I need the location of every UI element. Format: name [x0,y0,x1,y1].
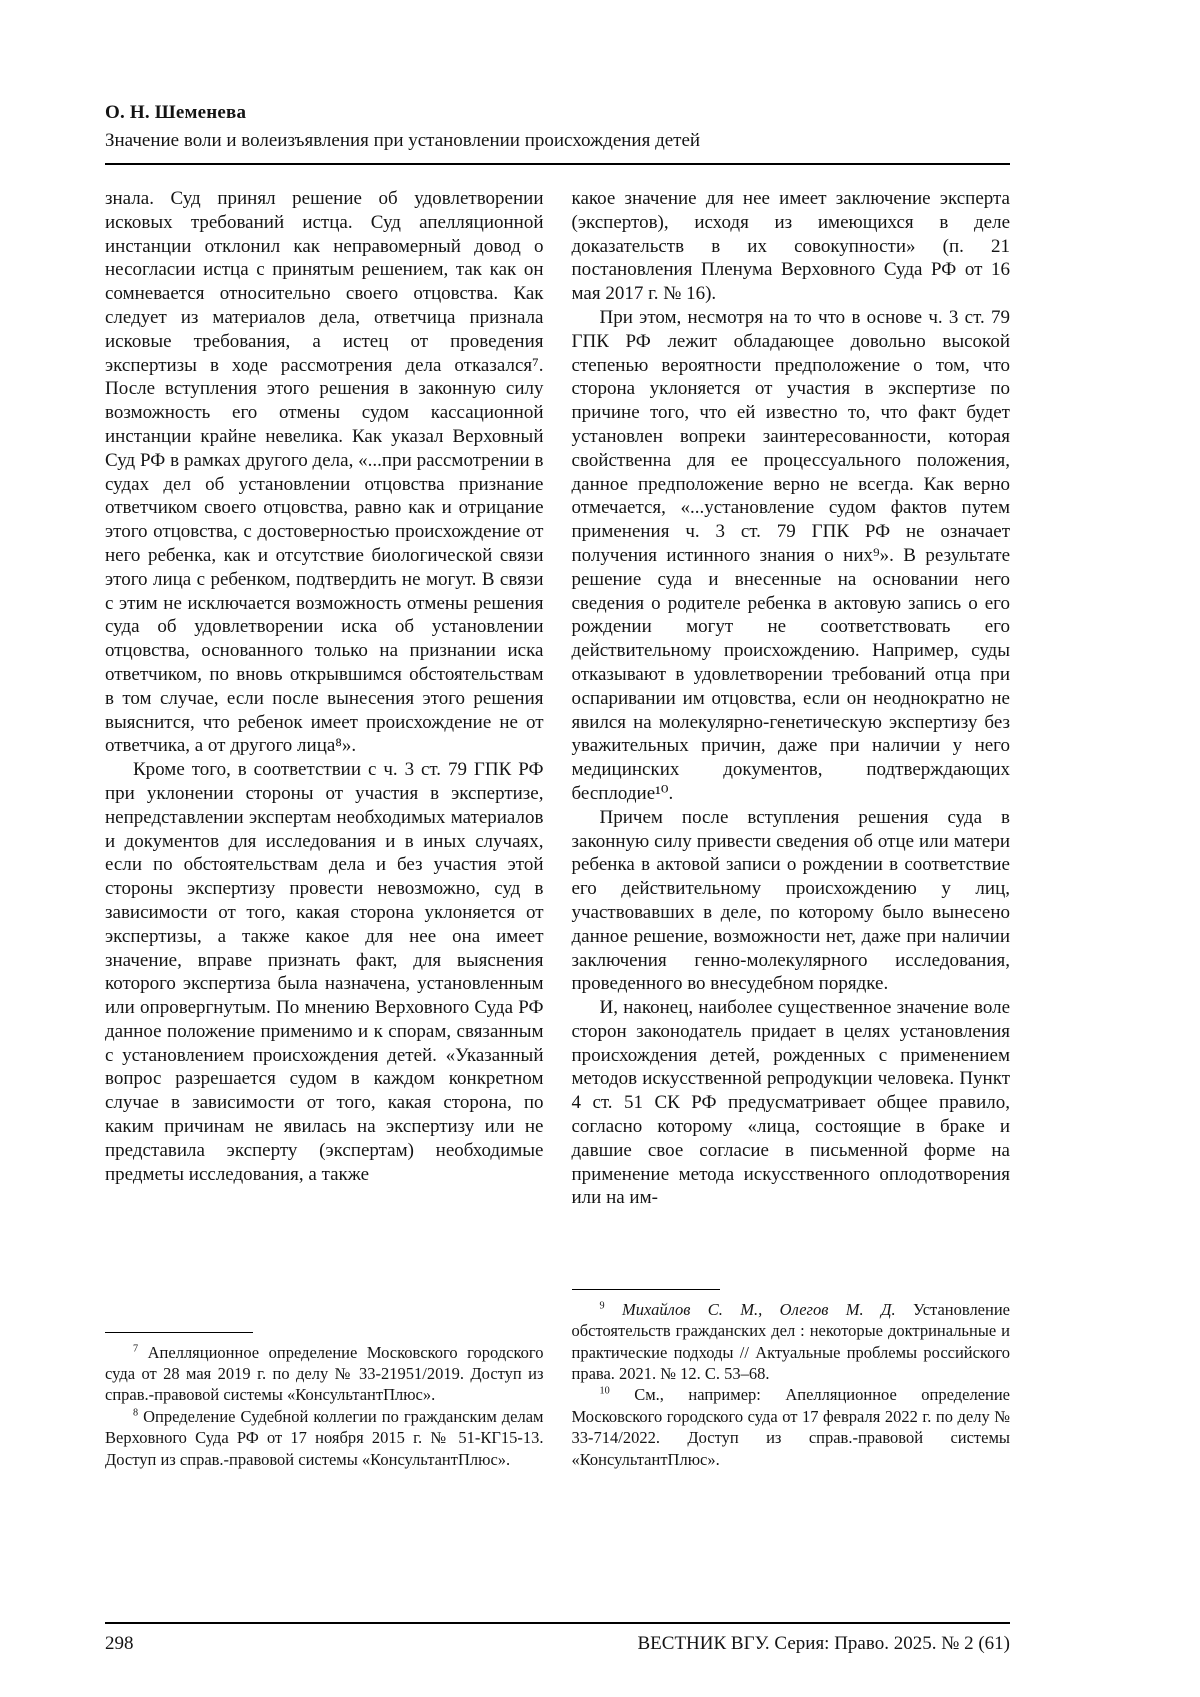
header-rule [105,163,1010,165]
footnote-marker: 10 [599,1385,610,1397]
page-content [105,102,1010,1470]
footer-rule [105,1622,1010,1624]
footnote [105,1342,544,1406]
footnote-text: Установление обстоятельств гражданских дел : некоторые доктринальные и практические подходы // Актуальные проблемы российского права. 2021. № 12. С. 53–68. [571,1299,1010,1383]
paragraph: Причем после вступления решения суда в законную силу привести сведения об отце или матери ребенка в актовой записи о рождении в соответствие его действительному происхождению у лиц, участвовавших в деле, по которому было вынесено данное решение, возможности нет, даже при наличии заключения генно-молекулярного исследования, проведенного во внесудебном порядке. [571,806,1010,995]
page-footer [105,1622,1010,1655]
page-number: 298 [105,1633,134,1654]
footnote-text: Определение Судебной коллегии по гражданским делам Верховного Суда РФ от 17 ноября 2015 г. № 51-КГ15-13. Доступ из справ.-правовой системы «КонсультантПлюс». [105,1406,544,1469]
running-title: Значение воли и волеизъявления при установлении происхождения детей [105,130,701,151]
footnotes-right [572,1289,1011,1470]
footnote-marker: 7 [133,1343,139,1355]
footnote-marker: 8 [133,1407,139,1419]
paragraph: Кроме того, в соответствии с ч. 3 ст. 79 ГПК РФ при уклонении стороны от участия в экспертизе, непредставлении экспертам необходимых материалов и документов для исследования и в иных случаях, если по обстоятельствам дела и без участия этой стороны экспертизу провести невозможно, суд в зависимости от того, какая сторона уклоняется от экспертизы, а также какое для нее она имеет значение, вправе признать факт, для выяснения которого экспертиза была назначена, установленным или опровергнутым. По мнению Верховного Суда РФ данное положение применимо и к спорам, связанным с установлением происхождения детей. «Указанный вопрос разрешается судом в каждом конкретном случае в зависимости от того, какая сторона, по каким причинам не явилась на экспертизу или не представила эксперту (экспертам) необходимые предметы исследования, а также [105,759,544,1185]
paragraph: И, наконец, наиболее существенное значение воле сторон законодатель придает в целях установления происхождения детей, рожденных с применением методов искусственной репродукции человека. Пункт 4 ст. 51 СК РФ предусматривает общее правило, согласно которому «лица, состоящие в браке и давшие свое согласие в письменной форме на применение метода искусственного оплодотворения или на им- [571,997,1010,1209]
footnote-marker: 9 [599,1300,605,1312]
paragraph: какое значение для нее имеет заключение эксперта (экспертов), исходя из имеющихся в деле доказательств в их совокупности» (п. 21 постановления Пленума Верховного Суда РФ от 16 мая 2017 г. № 16). [571,188,1010,305]
footnote [572,1299,1011,1385]
footnote [105,1406,544,1470]
footnote [572,1384,1011,1470]
footnote-text: Апелляционное определение Московского городского суда от 28 мая 2019 г. по делу № 33-21951/2019. Доступ из справ.-правовой системы «КонсультантПлюс». [105,1342,544,1405]
paragraph: При этом, несмотря на то что в основе ч. 3 ст. 79 ГПК РФ лежит обладающее довольно высокой степенью вероятности предположение о том, что сторона уклоняется от участия в экспертизе по причине того, что ей известно то, что факт будет установлен вопреки заинтересованности, которая свойственна для ее процессуального положения, данное предположение верно не всегда. Как верно отмечается, «...установление судом фактов путем применения ч. 3 ст. 79 ГПК РФ не означает получения истинного знания о них⁹». В результате решение суда и внесенные на основании него сведения о родителе ребенка в актовую запись о его рождении могут не соответствовать его действительному происхождению. Например, суды отказывают в удовлетворении требований отца при оспаривании им отцовства, если он неоднократно не явился на молекулярно-генетическую экспертизу без уважительных причин, даже при наличии у него медицинских документов, подтверждающих бесплодие¹⁰. [571,306,1010,804]
content-columns [105,187,1010,1470]
paragraph: знала. Суд принял решение об удовлетворении исковых требований истца. Суд апелляционной инстанции отклонил как неправомерный довод о несогласии истца с принятым решением, так как он сомневается относительно своего отцовства. Как следует из материалов дела, ответчица признала исковые требования, а истец от проведения экспертизы в ходе рассмотрения дела отказался⁷. После вступления этого решения в законную силу возможность его отмены судом кассационной инстанции крайне невелика. Как указал Верховный Суд РФ в рамках другого дела, «...при рассмотрении в судах дел об установлении отцовства признание ответчиком своего отцовства, равно как и отрицание этого отцовства, с достоверностью происхождение от него ребенка, как и отсутствие биологической связи этого лица с ребенком, подтвердить не могут. В связи с этим не исключается возможность отмены решения суда об удовлетворении иска об установлении отцовства, основанного только на признании иска ответчиком, по вновь открывшимся обстоятельствам в том случае, если после вынесения этого решения выяснится, что ребенок имеет происхождение не от ответчика, а от другого лица⁸». [105,188,544,757]
footnotes-left [105,1332,544,1470]
page-header [105,102,1010,165]
column-right [572,187,1011,1470]
footnote-rule [572,1289,720,1290]
column-left [105,187,544,1470]
journal-title: ВЕСТНИК ВГУ. Серия: Право. 2025. № 2 (61) [637,1633,1010,1654]
footer-row [105,1633,1010,1655]
footnote-authors: Михайлов С. М., Олегов М. Д. [622,1299,896,1319]
footnote-text: См., например: Апелляционное определение Московского городского суда от 17 февраля 2022 г. по делу № 33-714/2022. Доступ из справ.-правовой системы «КонсультантПлюс». [571,1385,1011,1469]
footnote-rule [105,1332,253,1333]
author-name: О. Н. Шеменева [105,102,247,123]
